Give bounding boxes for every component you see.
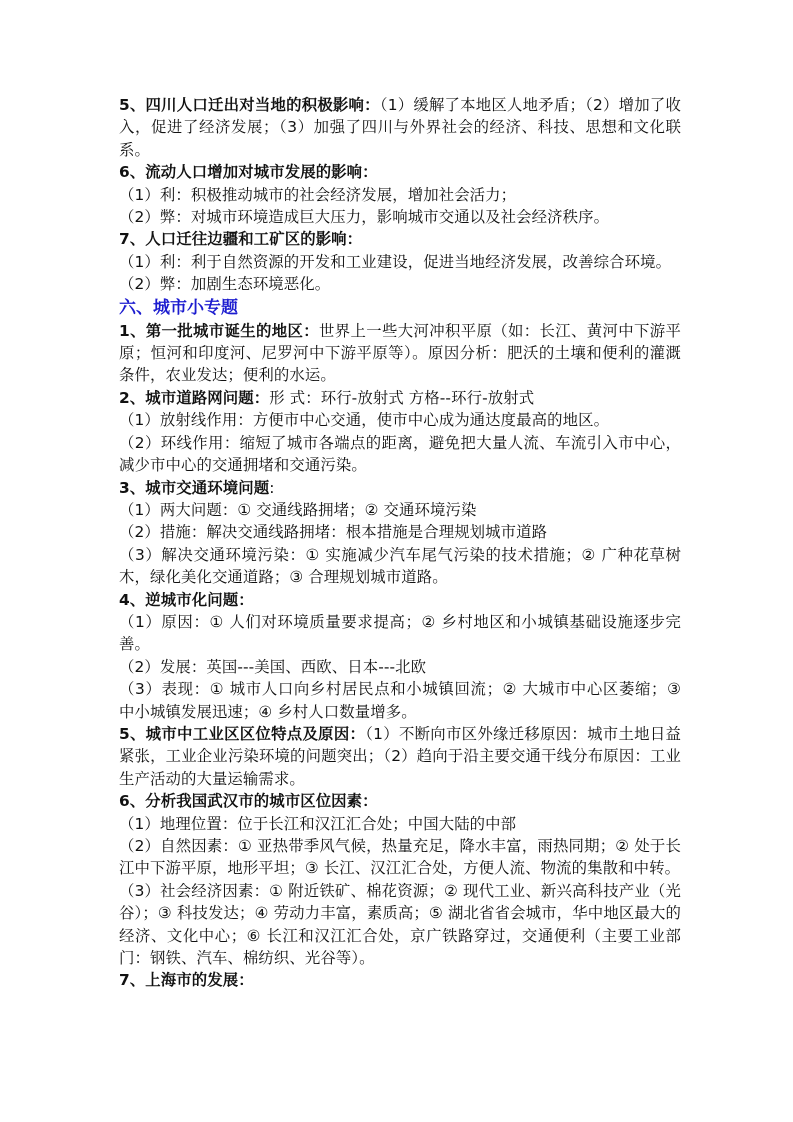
- paragraph-text: （3）解决交通环境污染：① 实施减少汽车尾气污染的技术措施；② 广种花草树木，绿化美化交通道路；③ 合理规划城市道路。: [119, 545, 681, 587]
- paragraph: [119, 723, 681, 790]
- paragraph-text: （2）环线作用：缩短了城市各端点的距离，避免把大量人流、车流引入市中心，减少市中心的交通拥堵和交通污染。: [119, 433, 681, 475]
- paragraph: [119, 477, 681, 499]
- paragraph: [119, 656, 681, 678]
- paragraph: [119, 813, 681, 835]
- paragraph-text: （2）弊：加剧生态环境恶化。: [119, 275, 331, 294]
- section-heading: 六、城市小专题: [119, 297, 238, 318]
- paragraph-text: （2）自然因素：① 亚热带季风气候，热量充足，降水丰富，雨热同期；② 处于长江中下游平原，地形平坦；③ 长江、汉江汇合处，方便人流、物流的集散和中转。: [119, 837, 681, 878]
- paragraph-text: （1）利：利于自然资源的开发和工业建设，促进当地经济发展，改善综合环境。: [119, 252, 672, 271]
- paragraph-text: （3）表现：① 城市人口向乡村居民点和小城镇回流；② 大城市中心区萎缩；③ 中小城镇发展迅速；④ 乡村人口数量增多。: [119, 680, 681, 721]
- paragraph: [119, 206, 681, 228]
- paragraph-heading: 5、四川人口迁出对当地的积极影响：: [119, 96, 380, 114]
- paragraph: [119, 611, 681, 656]
- paragraph-text: 形 式：环行-放射式 方格--环行-放射式: [269, 388, 535, 407]
- paragraph: [119, 251, 681, 273]
- paragraph-text: （1）放射线作用：方便市中心交通，使市中心成为通达度最高的地区。: [119, 411, 610, 430]
- paragraph-text: （2）发展：英国---美国、西欧、日本---北欧: [119, 657, 427, 676]
- paragraph: [119, 228, 681, 250]
- paragraph: [119, 790, 681, 812]
- paragraph-text: （1）利：积极推动城市的社会经济发展，增加社会活力；: [119, 185, 517, 204]
- paragraph: [119, 184, 681, 206]
- paragraph: [119, 432, 681, 477]
- paragraph-heading: 1、第一批城市诞生的地区：: [119, 321, 320, 340]
- paragraph-text: （1）不断向市区外缘迁移原因：城市土地日益紧张，工业企业污染环境的问题突出；（2）趋向于沿主要交通干线分布原因：工业生产活动的大量运输需求。: [119, 724, 681, 788]
- paragraph-text: （2）措施：解决交通线路拥堵：根本措施是合理规划城市道路: [119, 523, 548, 542]
- paragraph-heading: 4、逆城市化问题：: [119, 590, 254, 609]
- paragraph-heading: 3、城市交通环境问题: [119, 478, 270, 497]
- paragraph-heading: 2、城市道路网问题：: [119, 388, 270, 407]
- paragraph: [119, 835, 681, 880]
- paragraph: [119, 94, 681, 161]
- paragraph: [119, 544, 681, 589]
- paragraph: [119, 161, 681, 183]
- paragraph-heading: 5、城市中工业区区位特点及原因：: [119, 724, 366, 743]
- paragraph: [119, 499, 681, 521]
- paragraph-text: （1）地理位置：位于长江和汉江汇合处；中国大陆的中部: [119, 814, 517, 833]
- paragraph: [119, 589, 681, 611]
- paragraph: [119, 273, 681, 295]
- paragraph-text: （1）缓解了本地区人地矛盾；（2）增加了收入，促进了经济发展；（3）加强了四川与外界社会的经济、科技、思想和文化联系。: [119, 96, 681, 159]
- paragraph: [119, 387, 681, 409]
- paragraph-text: （1）原因：① 人们对环境质量要求提高；② 乡村地区和小城镇基础设施逐步完善。: [119, 612, 681, 654]
- paragraph-text: （3）社会经济因素：① 附近铁矿、棉花资源；② 现代工业、新兴高科技产业（光谷）；③ 科技发达；④ 劳动力丰富，素质高；⑤ 湖北省省会城市，华中地区最大的经济、文化中心；⑥ 长江和汉江汇合处，京广铁路穿过，交通便利（主要工业部门：钢铁、汽车、棉纺织、光谷等）。: [119, 881, 681, 968]
- paragraph-text: （1）两大问题：① 交通线路拥堵；② 交通环境污染: [119, 500, 477, 519]
- paragraph: [119, 678, 681, 723]
- paragraph-heading: 6、流动人口增加对城市发展的影响：: [119, 163, 378, 182]
- paragraph: [119, 320, 681, 387]
- paragraph-text: 世界上一些大河冲积平原（如：长江、黄河中下游平原；恒河和印度河、尼罗河中下游平原等）。原因分析：肥沃的土壤和便利的灌溉条件，农业发达；便利的水运。: [119, 321, 681, 385]
- paragraph-heading: 7、上海市的发展：: [119, 971, 254, 990]
- paragraph-text: :: [269, 478, 275, 497]
- paragraph-heading: 6、分析我国武汉市的城市区位因素：: [119, 792, 378, 811]
- document-page: [119, 94, 681, 992]
- paragraph: [119, 521, 681, 543]
- paragraph: [119, 409, 681, 431]
- paragraph-text: （2）弊：对城市环境造成巨大压力，影响城市交通以及社会经济秩序。: [119, 208, 610, 227]
- paragraph: [119, 969, 681, 991]
- paragraph: [119, 880, 681, 970]
- paragraph-heading: 7、人口迁往边疆和工矿区的影响：: [119, 230, 363, 249]
